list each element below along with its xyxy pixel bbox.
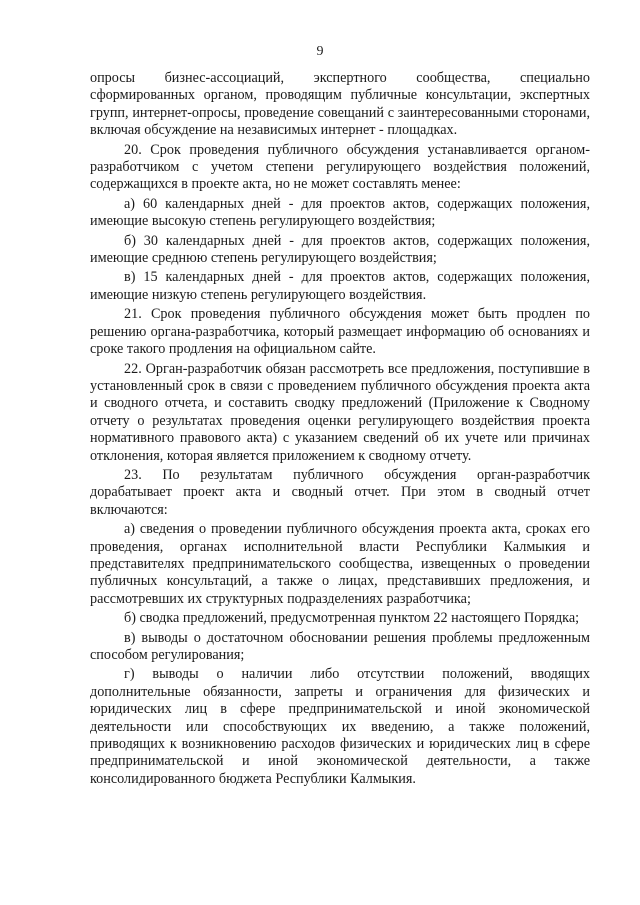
subclause-23-c: в) выводы о достаточном обосновании решения проблемы предложенным способом регулирования; bbox=[90, 629, 590, 663]
page-number: 9 bbox=[316, 44, 324, 59]
subclause-20-a: а) 60 календарных дней - для проектов актов, содержащих положения, имеющие высокую степень регулирующего воздействия; bbox=[90, 195, 590, 230]
subclause-20-b: б) 30 календарных дней - для проектов актов, содержащих положения, имеющие среднюю степень регулирующего воздействия; bbox=[90, 232, 590, 267]
paragraph-continuation: опросы бизнес-ассоциаций, экспертного сообщества, специально сформированных органом, проводящим публичные консультации, экспертных групп, интернет-опросы, проведение совещаний с заинтересованными сторонами, включая обсуждение на независимых интернет - площадках. bbox=[90, 70, 590, 139]
subclause-20-c: в) 15 календарных дней - для проектов актов, содержащих положения, имеющие низкую степень регулирующего воздействия. bbox=[90, 269, 590, 303]
document-body bbox=[90, 70, 590, 790]
paragraph-clause-21: 21. Срок проведения публичного обсуждения может быть продлен по решению органа-разработчика, который размещает информацию об основаниях и сроке такого продления на официальном сайте. bbox=[90, 306, 590, 358]
paragraph-clause-20: 20. Срок проведения публичного обсуждения устанавливается органом-разработчиком с учетом степени регулирующего воздействия положений, содержащихся в проекте акта, но не может составлять менее: bbox=[90, 141, 590, 193]
subclause-23-d: г) выводы о наличии либо отсутствии положений, вводящих дополнительные обязанности, запреты и ограничения для физических и юридических лиц в сфере предпринимательской и иной экономической деятельности или способствующих их введению, а также положений, приводящих к возникновению расходов физических и юридических лиц в сфере предпринимательской и иной экономической деятельности, а также консолидированного бюджета Республики Калмыкия. bbox=[90, 666, 590, 787]
paragraph-clause-22: 22. Орган-разработчик обязан рассмотреть все предложения, поступившие в установленный срок в связи с проведением публичного обсуждения проекта акта и сводного отчета, и составить сводку предложений (Приложение к Сводному отчету о результатах проведения оценки регулирующего воздействия проекта нормативного правового акта) с указанием сведений об их учете или причинах отклонения, которая является приложением к сводному отчету. bbox=[90, 360, 590, 464]
paragraph-clause-23: 23. По результатам публичного обсуждения орган-разработчик дорабатывает проект акта и сводный отчет. При этом в сводный отчет включаются: bbox=[90, 466, 590, 518]
subclause-23-b: б) сводка предложений, предусмотренная пунктом 22 настоящего Порядка; bbox=[124, 610, 580, 627]
subclause-23-a: а) сведения о проведении публичного обсуждения проекта акта, сроках его проведения, органах исполнительной власти Республики Калмыкия и представителях предпринимательского сообщества, извещенных о проведении публичных консультаций, а также о лицах, представивших предложения, и рассмотревших их структурных подразделениях разработчика; bbox=[90, 521, 590, 607]
